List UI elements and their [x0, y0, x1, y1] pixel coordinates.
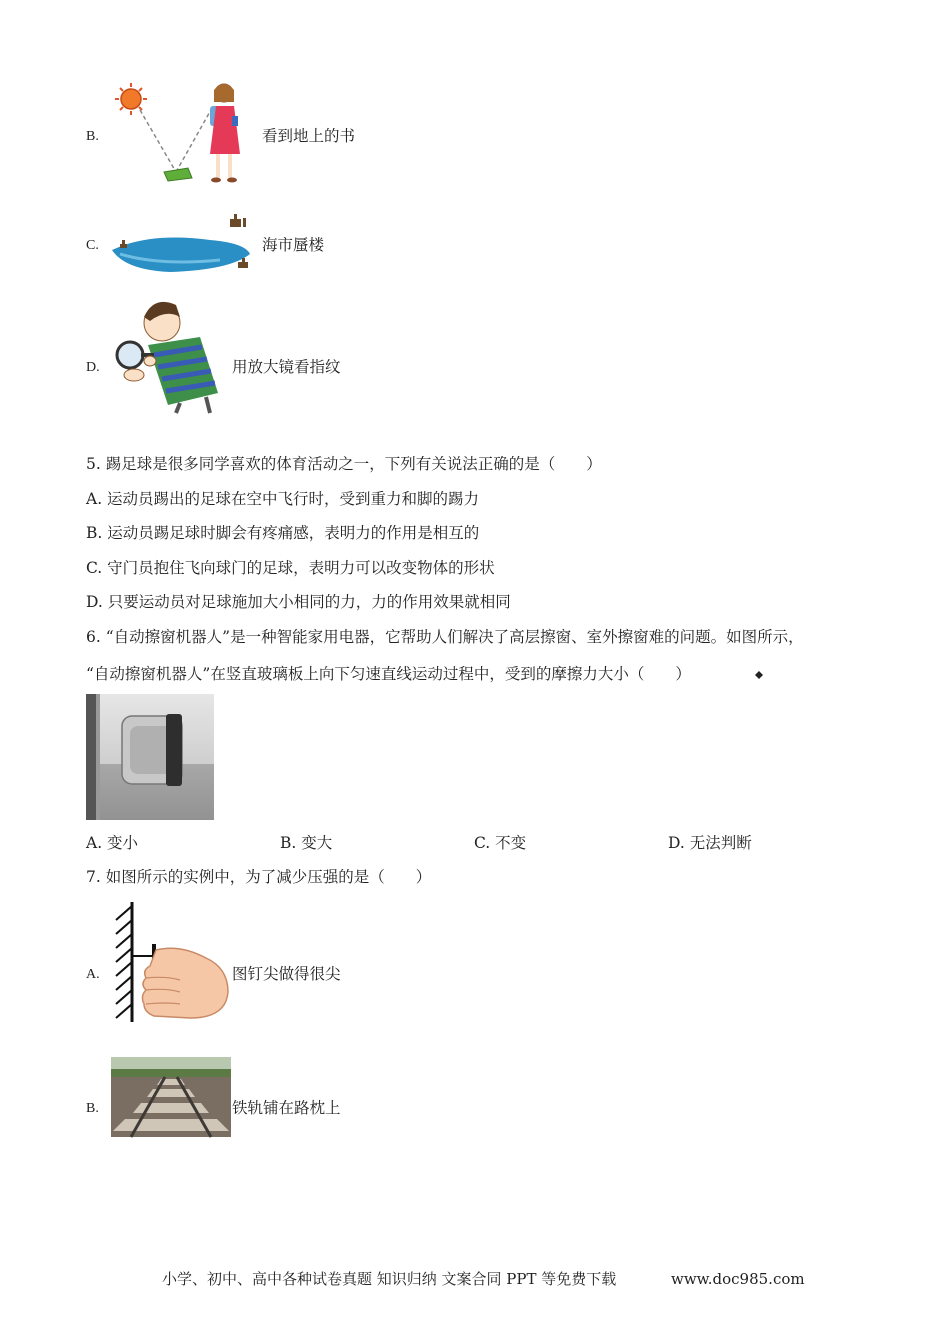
question5-option-d: D. 只要运动员对足球施加大小相同的力，力的作用效果就相同	[86, 593, 511, 611]
question5-option-b: B. 运动员踢足球时脚会有疼痛感，表明力的作用是相互的	[86, 524, 480, 542]
option-caption-c: 海市蜃楼	[262, 236, 325, 254]
question5-option-a: A. 运动员踢出的足球在空中飞行时，受到重力和脚的踢力	[86, 490, 480, 508]
question7-option-label-b: B.	[86, 1101, 99, 1116]
girl-figure	[210, 84, 240, 183]
robot-body	[122, 714, 182, 786]
question5-stem: 5. 踢足球是很多同学喜欢的体育活动之一，下列有关说法正确的是（ ）	[86, 455, 602, 473]
question7-stem: 7. 如图所示的实例中，为了减少压强的是（ ）	[86, 868, 432, 886]
option-label-c: C.	[86, 238, 99, 253]
option-caption-b: 看到地上的书	[262, 127, 356, 145]
question7-option-caption-a: 图钉尖做得很尖	[232, 965, 341, 983]
question7-option-caption-b: 铁轨铺在路枕上	[232, 1099, 341, 1117]
option-caption-d: 用放大镜看指纹	[232, 358, 341, 376]
footer-text: 小学、初中、高中各种试卷真题 知识归纳 文案合同 PPT 等免费下载	[162, 1270, 617, 1288]
mirage-illustration	[110, 210, 255, 275]
window-robot-photo	[86, 694, 214, 820]
footer-url[interactable]: www.doc985.com	[671, 1270, 805, 1288]
railway-track-photo	[111, 1057, 231, 1137]
sun-girl-book-illustration	[110, 80, 250, 190]
question7-option-label-a: A.	[86, 967, 100, 982]
question5-option-c: C. 守门员抱住飞向球门的足球，表明力可以改变物体的形状	[86, 559, 495, 577]
magnifier-boy-illustration	[110, 293, 225, 413]
question6-stem-line2: “自动擦窗机器人”在竖直玻璃板上向下匀速直线运动过程中，受到的摩擦力大小（ ）	[86, 665, 691, 683]
question6-stem-line1: 6. “自动擦窗机器人”是一种智能家用电器，它帮助人们解决了高层擦窗、室外擦窗难的问题。如图所示，	[86, 628, 804, 646]
question6-option-d: D. 无法判断	[668, 834, 752, 852]
diamond-marker-icon	[754, 670, 764, 680]
option-label-b: B.	[86, 129, 99, 144]
question6-option-a: A. 变小	[86, 834, 139, 852]
thumbtack-wall-illustration	[110, 900, 232, 1024]
question6-option-b: B. 变大	[280, 834, 333, 852]
sun-icon	[115, 83, 147, 115]
option-label-d: D.	[86, 360, 100, 375]
question6-option-c: C. 不变	[474, 834, 527, 852]
